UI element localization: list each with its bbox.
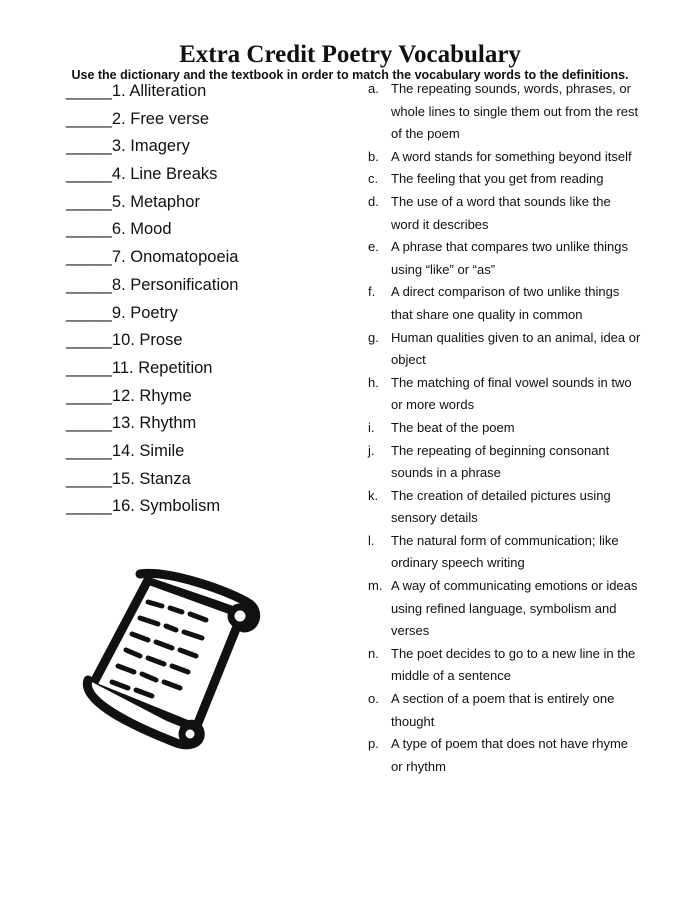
definition-text: A direct comparison of two unlike things that share one quality in common [391,284,620,322]
answer-blank[interactable]: _____ [66,441,112,460]
definition-item [368,417,668,440]
definition-item [368,530,668,575]
definition-item [368,168,668,191]
vocab-term: 14. Simile [111,441,185,460]
definition-item [368,485,668,530]
definition-item [368,733,668,778]
definition-item [368,688,668,733]
answer-blank[interactable]: _____ [66,165,112,184]
definition-letter: f. [368,284,376,300]
answer-blank[interactable]: _____ [66,220,112,239]
vocab-term: 15. Stanza [111,469,191,488]
instructions: Use the dictionary and the textbook in order to match the vocabulary words to the definitions. [71,68,629,82]
vocab-item [66,133,346,161]
vocab-term: 4. Line Breaks [111,165,218,184]
vocab-item [66,106,346,134]
definition-letter: n. [368,645,379,661]
vocab-term: 8. Personification [111,275,239,294]
definitions-list [368,78,668,778]
definition-letter: b. [368,148,379,164]
definition-text: The feeling that you get from reading [391,171,604,187]
definition-text: A word stands for something beyond itself [391,148,632,164]
definition-letter: d. [368,193,379,209]
definition-text: A way of communicating emotions or ideas using refined language, symbolism and verses [391,578,638,639]
definition-item [368,643,668,688]
definition-text: A section of a poem that is entirely one thought [391,691,615,729]
vocab-term: 7. Onomatopoeia [111,248,239,267]
scroll-bottom-curl [182,726,198,742]
vocab-item [66,438,346,466]
definition-item [368,78,668,146]
vocab-item [66,383,346,411]
definition-text: The repeating sounds, words, phrases, or whole lines to single them out from the rest of the poem [391,81,639,142]
definition-text: The matching of final vowel sounds in two or more words [391,374,632,413]
scroll-top-curl [231,607,249,625]
definition-letter: l. [368,532,375,548]
definition-letter: m. [368,578,383,594]
answer-blank[interactable]: _____ [66,248,112,267]
definition-text: The repeating of beginning consonant sounds in a phrase [391,442,610,481]
answer-blank[interactable]: _____ [66,331,112,350]
definition-letter: k. [368,487,379,503]
answer-blank[interactable]: _____ [66,358,112,377]
definition-letter: c. [368,171,379,187]
definition-item [368,146,668,169]
definition-item [368,236,668,281]
definition-item [368,327,668,372]
answer-blank[interactable]: _____ [66,303,112,322]
vocab-term: 12. Rhyme [111,386,192,405]
vocab-item [66,466,346,494]
answer-blank[interactable]: _____ [66,497,112,516]
vocabulary-list [66,78,346,521]
vocab-item [66,272,346,300]
vocab-term: 16. Symbolism [111,497,221,516]
vocab-item [66,493,346,521]
answer-blank[interactable]: _____ [66,192,112,211]
vocab-term: 2. Free verse [111,109,210,128]
definition-item [368,372,668,417]
definition-letter: j. [368,442,375,458]
vocab-item [66,244,346,272]
definition-letter: o. [368,691,379,707]
definition-letter: i. [368,419,375,435]
definition-letter: e. [368,239,379,255]
definition-text: The poet decides to go to a new line in the middle of a sentence [391,645,636,684]
vocab-term: 13. Rhythm [111,414,197,433]
vocab-item [66,216,346,244]
definition-letter: g. [368,329,379,345]
answer-blank[interactable]: _____ [66,469,112,488]
vocab-item [66,355,346,383]
vocab-item [66,161,346,189]
page-title: Extra Credit Poetry Vocabulary [179,41,521,68]
answer-blank[interactable]: _____ [66,137,112,156]
vocab-item [66,300,346,328]
vocab-item [66,189,346,217]
vocab-term: 3. Imagery [111,137,190,156]
definition-item [368,281,668,326]
definition-text: The use of a word that sounds like the word it describes [391,193,611,232]
vocab-term: 1. Alliteration [111,82,207,100]
answer-blank[interactable]: _____ [66,414,112,433]
definition-item [368,440,668,485]
answer-blank[interactable]: _____ [66,82,112,100]
answer-blank[interactable]: _____ [66,275,112,294]
answer-blank[interactable]: _____ [66,109,112,128]
definition-text: A phrase that compares two unlike things using “like” or “as” [391,239,629,277]
vocab-term: 9. Poetry [111,303,178,322]
definition-text: A type of poem that does not have rhyme or rhythm [391,736,629,774]
vocab-term: 5. Metaphor [111,192,200,211]
scroll-icon [78,568,262,752]
vocab-term: 6. Mood [111,220,172,239]
vocab-item [66,78,346,106]
answer-blank[interactable]: _____ [66,386,112,405]
definition-text: Human qualities given to an animal, idea or object [391,329,641,368]
definition-text: The natural form of communication; like ordinary speech writing [391,532,619,571]
vocab-term: 11. Repetition [111,358,213,377]
vocab-term: 10. Prose [111,331,183,350]
definition-letter: p. [368,736,379,752]
definition-item [368,191,668,236]
definition-letter: a. [368,81,379,96]
definition-letter: h. [368,374,379,390]
vocab-item [66,410,346,438]
vocab-item [66,327,346,355]
definition-text: The creation of detailed pictures using sensory details [391,487,611,526]
definition-item [368,575,668,643]
definition-text: The beat of the poem [391,419,515,435]
